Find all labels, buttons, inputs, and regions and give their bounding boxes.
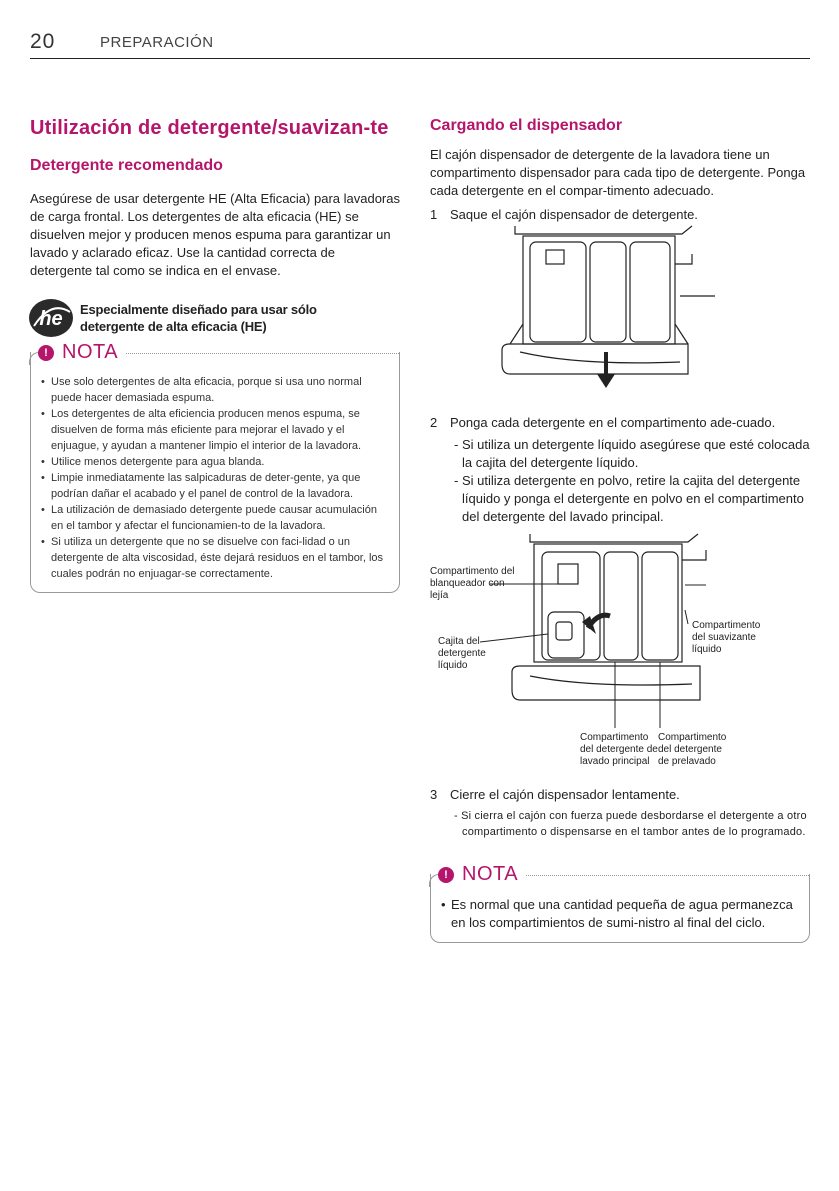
steps-list [430,206,810,840]
note-item: • Es normal que una cantidad pequeña de agua permanezca en los compartimientos de sumi-nistro al final del ciclo. [441,896,797,932]
step-number: 2 [430,415,438,430]
step-sub-item: - Si utiliza detergente en polvo, retire la cajita del detergente líquido y ponga el detergente en polvo en el compartimento del detergente del lavado principal. [454,473,804,524]
drawer-pull-diagram [430,224,810,400]
alert-icon: ! [38,345,54,361]
label-pre-2: del detergente [658,744,722,755]
he-caption-line2: detergente de alta eficacia (HE) [80,319,267,334]
label-main-3: lavado principal [580,756,650,767]
label-softener-2: del suavizante [692,632,756,643]
label-softener-1: Compartimento [692,620,761,631]
note-item: • Use solo detergentes de alta eficacia, porque si usa uno normal puede hacer demasiada espuma. [41,374,387,406]
note-box-left [30,341,400,593]
intro-paragraph: Asegúrese de usar detergente HE (Alta Eficacia) para lavadoras de carga frontal. Los detergentes de alta eficacia (HE) se disuelven mejor y producen menos espuma para garantizar un lavado y aclarado eficaz. Use la cantidad correcta de detergente tal como se indica en el envase. [30,191,400,278]
note-item: • La utilización de demasiado detergente puede causar acumulación en el tambor y afectar el funcionamien-to de la lavadora. [41,502,387,534]
step-sub-item: - Si utiliza un detergente líquido asegúrese que esté colocada la cajita del detergente líquido. [454,437,810,470]
note-title: NOTA [462,863,519,885]
loading-dispenser-title: Cargando el dispensador [430,117,623,134]
label-cup-2: detergente [438,648,486,659]
he-caption-line1: Especialmente diseñado para usar sólo [80,302,317,317]
label-pre-1: Compartimento [658,732,727,743]
label-cup-1: Cajita del [438,636,480,647]
compartments-diagram [430,530,810,778]
arrow-down-icon [597,374,615,388]
step-number: 3 [430,787,438,802]
step-number: 1 [430,207,438,222]
he-logo-icon [28,298,74,338]
he-caption [80,301,317,335]
note-item: • Los detergentes de alta eficiencia producen menos espuma, se disuelven de forma más eficiente para mejorar el lavado y el enjuague, y ayudan a mantener limpio el interior de la lavadora. [41,406,387,454]
step-3 [430,786,810,840]
step-text: Cierre el cajón dispensador lentamente. [450,787,680,802]
label-bleach-2: blanqueador con [430,578,505,589]
step-sub-item: - Si cierra el cajón con fuerza puede desbordarse el detergente a otro compartimento o dispensarse en el tambor antes de lo programado. [454,810,807,838]
note-list [441,896,797,932]
note-box-right [430,863,810,943]
step-1 [430,206,810,400]
dispenser-intro: El cajón dispensador de detergente de la lavadora tiene un compartimento dispensador para cada tipo de detergente. Ponga cada detergente en el compar-timento adecuado. [430,147,806,198]
label-bleach-1: Compartimento del [430,566,515,577]
step-text: Ponga cada detergente en el compartimento ade-cuado. [450,415,776,430]
note-header [29,340,399,365]
note-title: NOTA [62,341,119,363]
note-item: • Limpie inmediatamente las salpicaduras de deter-gente, ya que podrían dañar el acabado y el panel de control de la lavadora. [41,470,387,502]
note-item: • Utilice menos detergente para agua blanda. [41,454,387,470]
note-header [429,862,809,887]
note-item: • Si utiliza un detergente que no se disuelve con faci-lidad o un detergente de alta viscosidad, éste dejará residuos en el tambor, los cuales podrán no enjuagar-se correctamente. [41,534,387,582]
label-pre-3: de prelavado [658,756,716,767]
label-bleach-3: lejía [430,590,449,601]
he-badge-row [30,298,400,338]
note-list [41,374,387,582]
label-cup-3: líquido [438,660,468,671]
page-header [30,30,810,59]
label-main-1: Compartimento [580,732,649,743]
label-softener-3: líquido [692,644,722,655]
he-logo-text: he [39,308,63,330]
label-main-2: del detergente de [580,744,658,755]
subtitle-recommended-detergent: Detergente recomendado [30,157,223,174]
alert-icon: ! [438,867,454,883]
step-text: Saque el cajón dispensador de detergente. [450,207,698,222]
left-column [30,116,400,593]
page-number: 20 [30,30,56,53]
right-column [430,116,810,943]
step-2 [430,414,810,778]
main-title: Utilización de detergente/suavizan-te [30,117,389,139]
section-title: PREPARACIÓN [100,34,214,51]
